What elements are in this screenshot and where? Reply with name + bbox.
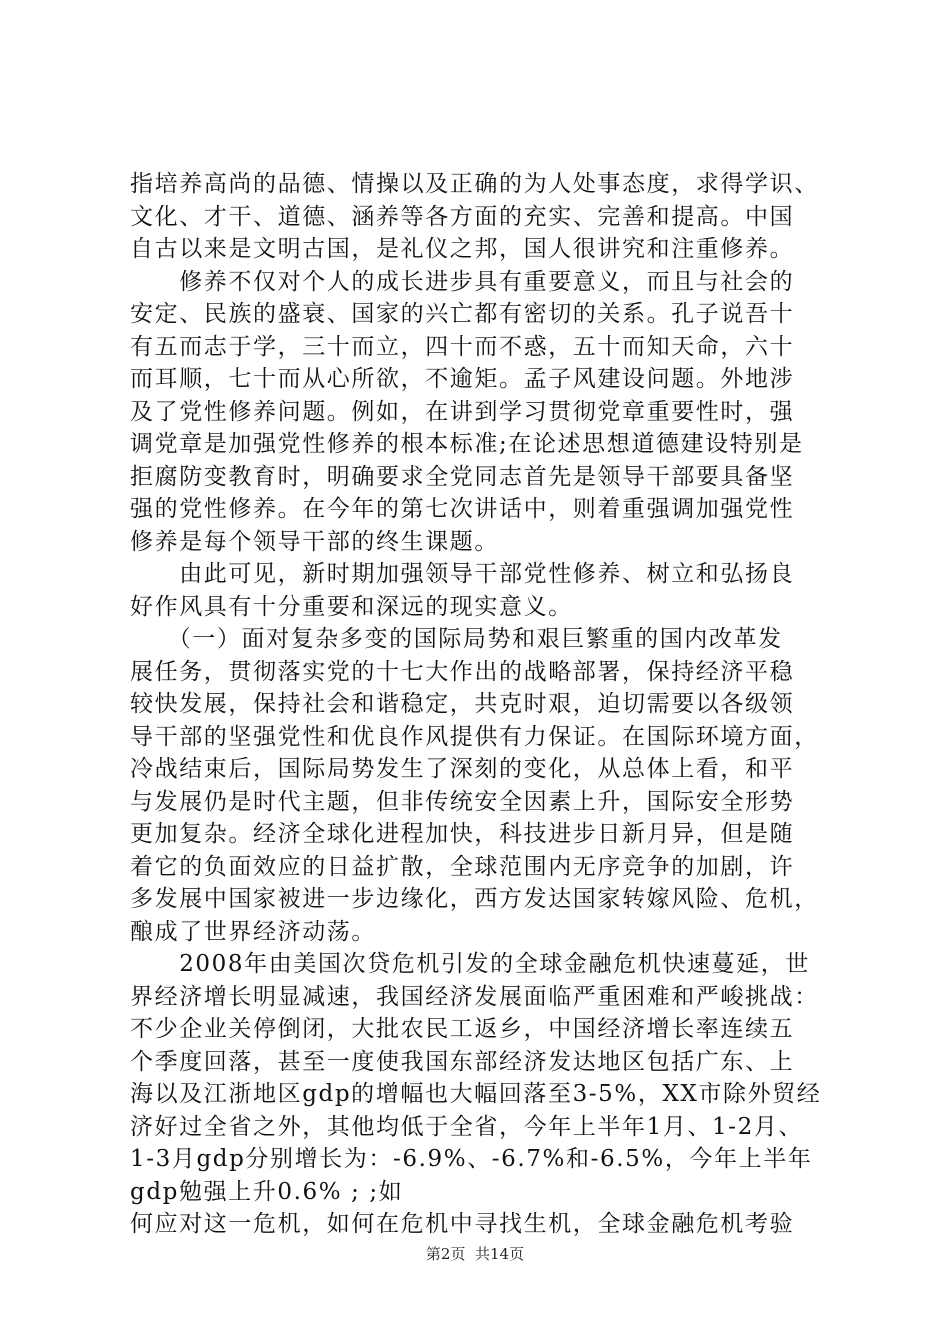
text-line: 海以及江浙地区gdp的增幅也大幅回落至3-5%，XX市除外贸经 — [130, 1081, 822, 1107]
text-line: 1-3月gdp分别增长为：-6.9%、-6.7%和-6.5%，今年上半年 — [130, 1146, 813, 1172]
text-line: 界经济增长明显减速，我国经济发展面临严重困难和严峻挑战： — [130, 983, 819, 1010]
text-line: 强的党性修养。在今年的第七次讲话中，则着重强调加强党性 — [130, 496, 795, 522]
text-line: 安定、民族的盛衰、国家的兴亡都有密切的关系。孔子说吾十 — [130, 301, 795, 327]
text-line: 有五而志于学，三十而立，四十而不惑，五十而知天命，六十 — [130, 333, 795, 360]
text-line: 及了党性修养问题。例如，在讲到学习贯彻党章重要性时，强 — [130, 398, 795, 425]
text-line: 指培养高尚的品德、情操以及正确的为人处事态度，求得学识、 — [130, 171, 819, 197]
text-line: 更加复杂。经济全球化进程加快，科技进步日新月异，但是随 — [130, 821, 795, 847]
text-line: 济好过全省之外，其他均低于全省，今年上半年1月、1-2月、 — [130, 1113, 804, 1140]
text-line: 与发展仍是时代主题，但非传统安全因素上升，国际安全形势 — [130, 788, 795, 815]
text-line: 而耳顺，七十而从心所欲，不逾矩。孟子风建设问题。外地涉 — [130, 366, 795, 392]
text-line: 修养是每个领导干部的终生课题。 — [130, 528, 499, 555]
text-line: 好作风具有十分重要和深远的现实意义。 — [130, 593, 573, 620]
text-line: gdp勉强上升0.6% ; ;如 — [130, 1178, 404, 1205]
text-line: （一）面对复杂多变的国际局势和艰巨繁重的国内改革发 — [130, 626, 783, 652]
page-footer — [0, 1244, 950, 1264]
text-line: 文化、才干、道德、涵养等各方面的充实、完善和提高。中国 — [130, 203, 795, 230]
text-line: 冷战结束后，国际局势发生了深刻的变化，从总体上看，和平 — [130, 756, 795, 782]
text-line: 由此可见，新时期加强领导干部党性修养、树立和弘扬良 — [130, 561, 795, 587]
text-line: 修养不仅对个人的成长进步具有重要意义，而且与社会的 — [130, 268, 795, 295]
text-line: 展任务，贯彻落实党的十七大作出的战略部署，保持经济平稳 — [130, 658, 795, 685]
text-line: 不少企业关停倒闭，大批农民工返乡，中国经济增长率连续五 — [130, 1016, 795, 1042]
text-line: 多发展中国家被进一步边缘化，西方发达国家转嫁风险、危机， — [130, 886, 819, 912]
page-number-label: 第2页 共14页 — [425, 1245, 525, 1263]
text-line: 导干部的坚强党性和优良作风提供有力保证。在国际环境方面， — [130, 723, 819, 750]
text-line: 着它的负面效应的日益扩散，全球范围内无序竞争的加剧，许 — [130, 853, 795, 880]
text-line: 何应对这一危机，如何在危机中寻找生机，全球金融危机考验 — [130, 1211, 795, 1237]
body-text — [130, 168, 830, 1241]
text-line: 调党章是加强党性修养的根本标准;在论述思想道德建设特别是 — [130, 431, 804, 457]
text-line: 拒腐防变教育时，明确要求全党同志首先是领导干部要具备坚 — [130, 463, 795, 490]
text-line: 较快发展，保持社会和谐稳定，共克时艰，迫切需要以各级领 — [130, 691, 795, 717]
text-line: 自古以来是文明古国，是礼仪之邦，国人很讲究和注重修养。 — [130, 236, 795, 262]
text-line: 酿成了世界经济动荡。 — [130, 918, 376, 945]
text-line: 2008年由美国次贷危机引发的全球金融危机快速蔓延，世 — [130, 951, 810, 977]
text-line: 个季度回落，甚至一度使我国东部经济发达地区包括广东、上 — [130, 1048, 795, 1075]
